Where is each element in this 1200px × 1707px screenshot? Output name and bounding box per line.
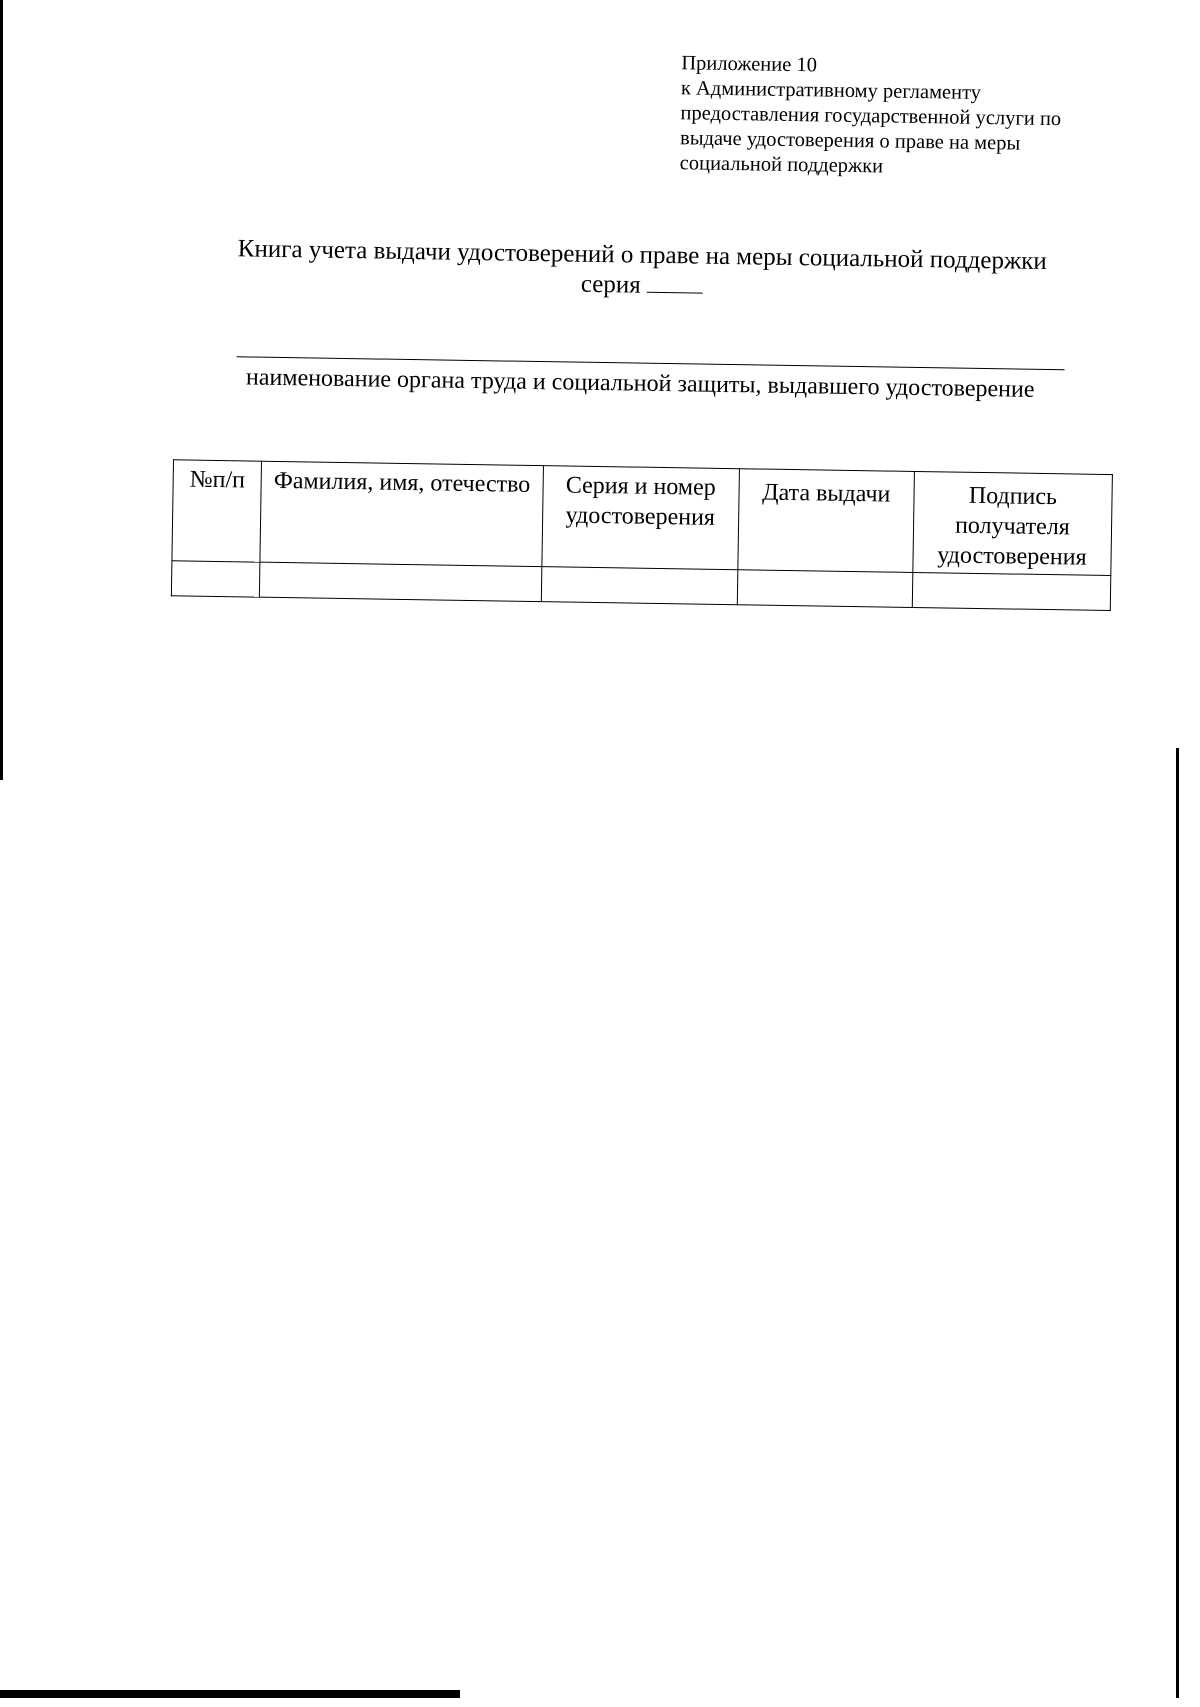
scan-edge-bottom	[0, 1690, 460, 1698]
table-header-row	[172, 460, 1112, 576]
appendix-line: предоставления государственной услуги по	[680, 102, 1062, 131]
table-cell	[541, 567, 738, 605]
header-full-name: Фамилия, имя, отечество	[260, 461, 543, 566]
series-blank-field	[647, 272, 703, 294]
register-table	[171, 459, 1113, 611]
appendix-line: Приложение 10	[681, 52, 818, 77]
header-certificate: Серия и номер удостоверения	[541, 466, 739, 570]
series-label: серия	[580, 270, 641, 299]
title-main: Книга учета выдачи удостоверений о праве на меры социальной поддержки	[237, 235, 1047, 275]
org-caption: наименование органа труда и социальной защиты, выдавшего удостоверение	[245, 364, 1035, 403]
table-cell	[171, 561, 260, 597]
table-cell	[260, 562, 542, 601]
table-cell	[737, 570, 913, 608]
scan-edge-left	[0, 0, 3, 780]
appendix-block	[680, 51, 1063, 182]
table-cell	[912, 572, 1111, 610]
header-issue-date: Дата выдачи	[738, 469, 915, 573]
document-title	[152, 233, 1133, 308]
header-number: №п/п	[172, 460, 262, 562]
scan-edge-right	[1176, 748, 1179, 1698]
appendix-line: к Административному регламенту	[680, 77, 982, 104]
header-signature: Подпись получателя удостоверения	[913, 471, 1113, 575]
appendix-line: социальной поддержки	[679, 152, 884, 178]
appendix-line: выдаче удостоверения о праве на меры	[679, 127, 1021, 155]
